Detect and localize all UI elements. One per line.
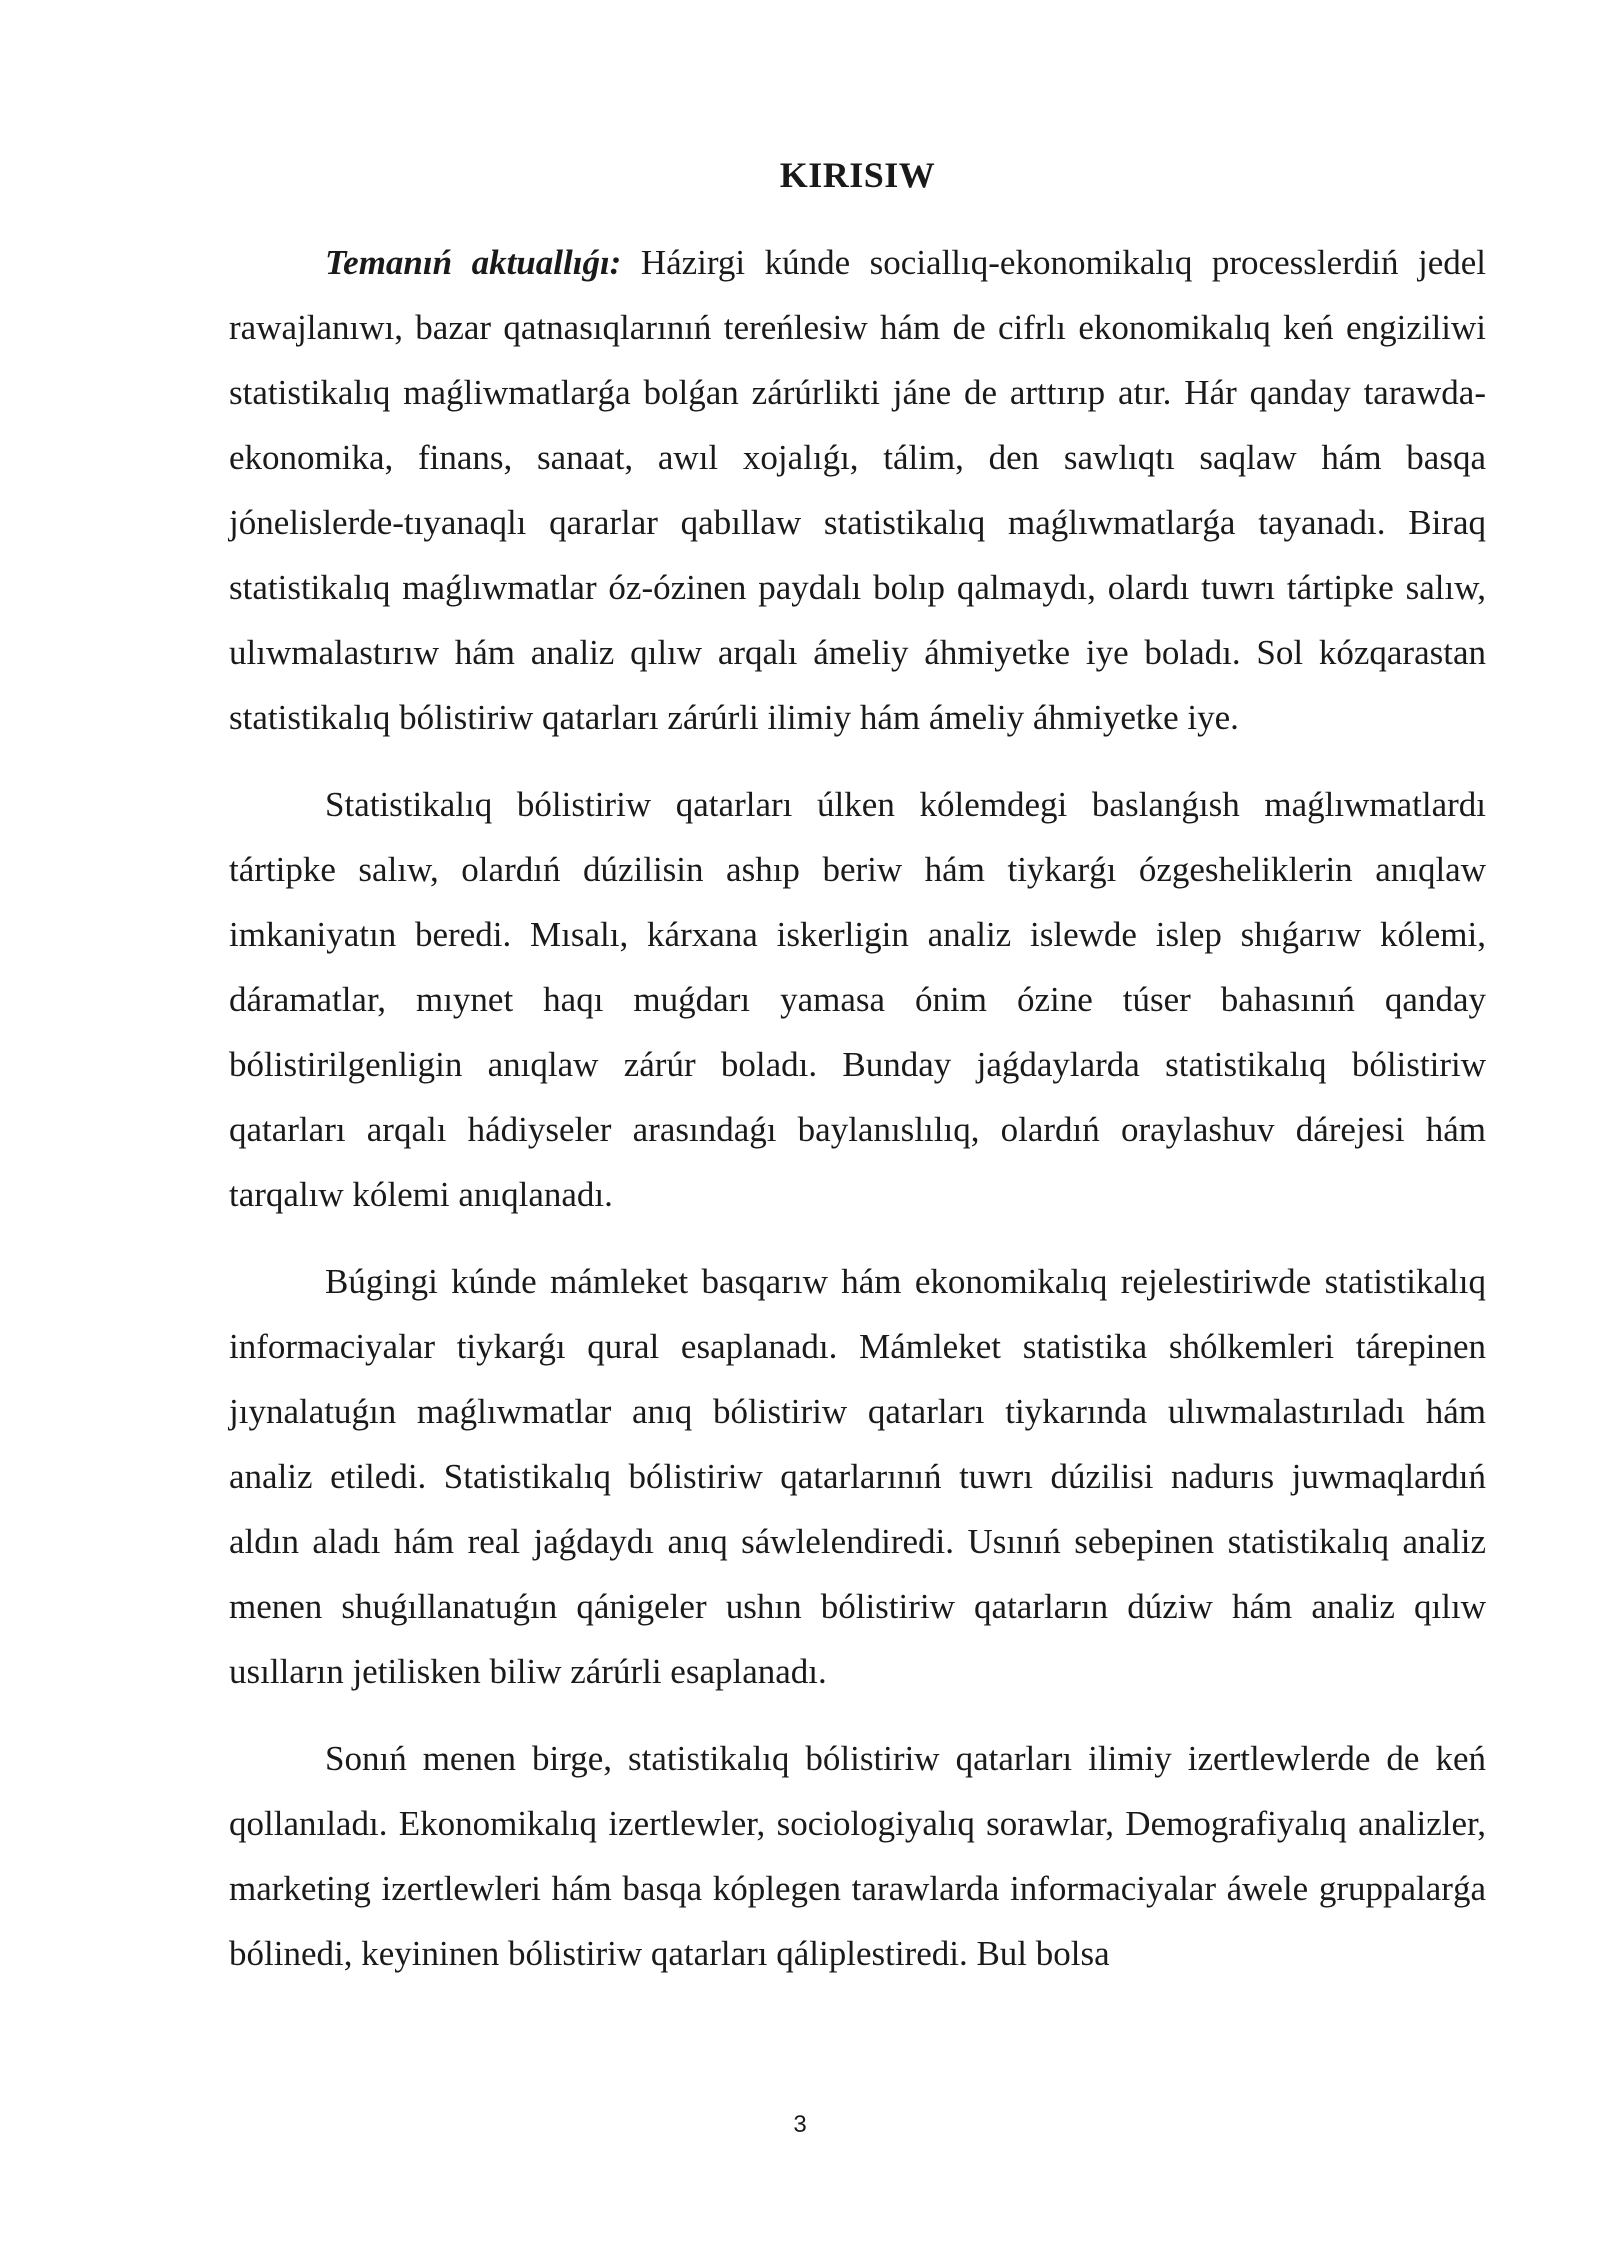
paragraph-text: Házirgi kúnde sociallıq-ekonomikalıq processlerdiń jedel rawajlanıwı, bazar qatnasıqlarınıń tereńlesiw hám de cifrlı ekonomikalıq keń engiziliwi statistikalıq maǵliwmatlarǵa bolǵan zárúrlikti jáne de arttırıp atır. Hár qanday tarawda-ekonomika, finans, sanaat, awıl xojalıǵı, tálim, den sawlıqtı saqlaw hám basqa jónelislerde-tıyanaqlı qararlar qabıllaw statistikalıq maǵlıwmatlarǵa tayanadı. Biraq statistikalıq maǵlıwmatlar óz-ózinen paydalı bolıp qalmaydı, olardı tuwrı tártipke salıw, ulıwmalastırıw hám analiz qılıw arqalı ámeliy áhmiyetke iye boladı. Sol kózqarastan statistikalıq bólistiriw qatarları zárúrli ilimiy hám ámeliy áhmiyetke iye. bbox=[229, 243, 1486, 737]
paragraph bbox=[229, 772, 1486, 1227]
paragraph bbox=[229, 1249, 1486, 1704]
paragraph-lead: Temanıń aktuallıǵı: bbox=[325, 243, 622, 282]
paragraph-text: Statistikalıq bólistiriw qatarları úlken kólemdegi baslanǵısh maǵlıwmatlardı tártipke salıw, olardıń dúzilisin ashıp beriw hám tiykarǵı ózgesheliklerin anıqlaw imkaniyatın beredi. Mısalı, kárxana iskerligin analiz islewde islep shıǵarıw kólemi, dáramatlar, mıynet haqı muǵdarı yamasa ónim ózine túser bahasınıń qanday bólistirilgenligin anıqlaw zárúr boladı. Bunday jaǵdaylarda statistikalıq bólistiriw qatarları arqalı hádiyseler arasındaǵı baylanıslılıq, olardıń oraylashuv dárejesi hám tarqalıw kólemi anıqlanadı. bbox=[229, 785, 1486, 1214]
paragraph-text: Sonıń menen birge, statistikalıq bólistiriw qatarları ilimiy izertlewlerde de keń qollanıladı. Ekonomikalıq izertlewler, sociologiyalıq sorawlar, Demografiyalıq analizler, marketing izertlewleri hám basqa kóplegen tarawlarda informaciyalar áwele gruppalarǵa bólinedi, keyininen bólistiriw qatarları qáliplestiredi. Bul bolsa bbox=[229, 1739, 1486, 1973]
page-number: 3 bbox=[793, 2111, 807, 2138]
document-body bbox=[229, 230, 1486, 2008]
paragraph bbox=[229, 1726, 1486, 1986]
paragraph-text: Búgingi kúnde mámleket basqarıw hám ekonomikalıq rejelestiriwde statistikalıq informaciyalar tiykarǵı qural esaplanadı. Mámleket statistika shólkemleri tárepinen jıynalatuǵın maǵlıwmatlar anıq bólistiriw qatarları tiykarında ulıwmalastırıladı hám analiz etiledi. Statistikalıq bólistiriw qatarlarınıń tuwrı dúzilisi nadurıs juwmaqlardıń aldın aladı hám real jaǵdaydı anıq sáwlelendiredi. Usınıń sebepinen statistikalıq analiz menen shuǵıllanatuǵın qánigeler ushın bólistiriw qatarların dúziw hám analiz qılıw usılların jetilisken biliw zárúrli esaplanadı. bbox=[229, 1262, 1486, 1691]
paragraph-relevance bbox=[229, 230, 1486, 750]
page-title: KIRISIW bbox=[779, 155, 936, 195]
